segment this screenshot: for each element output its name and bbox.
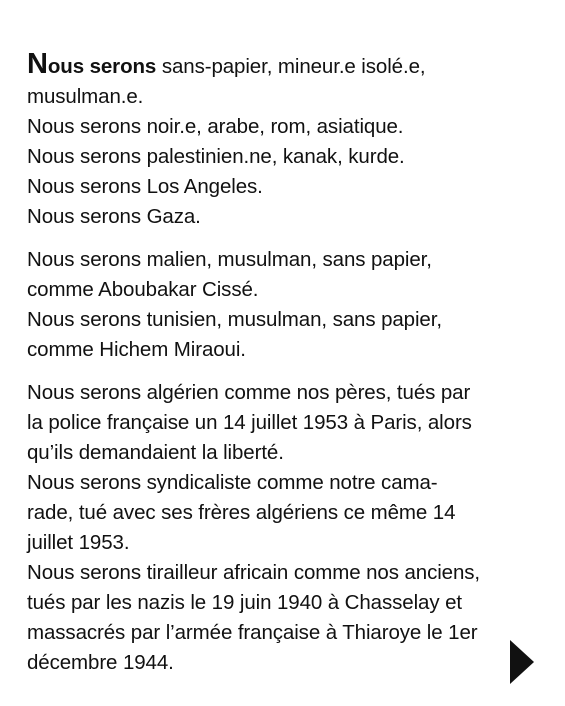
text-line: musulman.e.: [27, 85, 144, 108]
text-line: Nous serons algérien comme nos pères, tués par: [27, 381, 471, 404]
text-line: tués par les nazis le 19 juin 1940 à Chasselay et: [27, 591, 462, 614]
text-line: Nous serons noir.e, arabe, rom, asiatique.: [27, 115, 404, 138]
text-line: décembre 1944.: [27, 651, 174, 674]
paragraph-1: [27, 49, 547, 232]
text-line: [27, 49, 547, 82]
text-line: Nous serons tunisien, musulman, sans papier,: [27, 308, 442, 331]
paragraph-2: [27, 245, 547, 365]
drop-cap: N: [27, 48, 48, 80]
paragraph-3: [27, 378, 547, 678]
lead-phrase: ous serons: [47, 55, 157, 78]
text-line: Nous serons Los Angeles.: [27, 175, 263, 198]
text-line: Nous serons malien, musulman, sans papier,: [27, 248, 432, 271]
text-line: qu’ils demandaient la liberté.: [27, 441, 284, 464]
text-line: Nous serons palestinien.ne, kanak, kurde.: [27, 145, 405, 168]
text-line: rade, tué avec ses frères algériens ce même 14: [27, 501, 456, 524]
text-line: Nous serons syndicaliste comme notre cama-: [27, 471, 438, 494]
text-line: juillet 1953.: [27, 531, 130, 554]
text-line: comme Aboubakar Cissé.: [27, 278, 259, 301]
arrow-shape: [510, 640, 534, 684]
text-block: [27, 49, 547, 691]
text-line: massacrés par l’armée française à Thiaroye le 1er: [27, 621, 478, 644]
line-text: sans-papier, mineur.e isolé.e,: [156, 55, 426, 78]
text-line: Nous serons tirailleur africain comme nos anciens,: [27, 561, 481, 584]
text-line: Nous serons Gaza.: [27, 205, 201, 228]
triangle-right-icon[interactable]: [510, 640, 534, 684]
text-line: comme Hichem Miraoui.: [27, 338, 246, 361]
text-line: la police française un 14 juillet 1953 à Paris, alors: [27, 411, 472, 434]
